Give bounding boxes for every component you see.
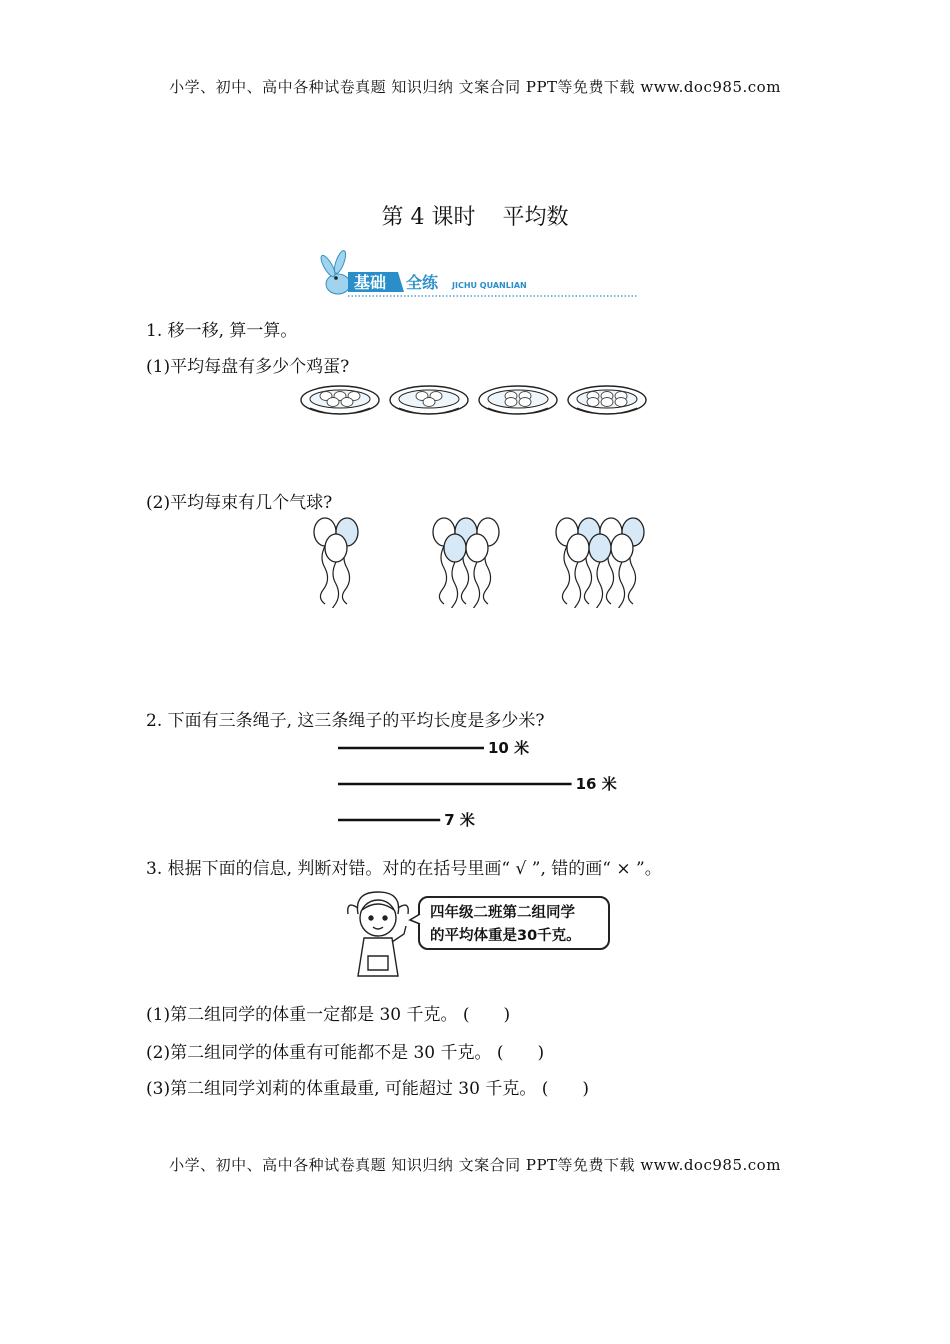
page-footer: 小学、初中、高中各种试卷真题 知识归纳 文案合同 PPT等免费下载 www.doc985.com — [169, 1156, 781, 1174]
balloon — [466, 534, 488, 562]
balloon — [567, 534, 589, 562]
plates-figure — [300, 380, 680, 430]
q3-item-3: (3)第二组同学刘莉的体重最重, 可能超过 30 千克。 ( ) — [146, 1079, 589, 1099]
banner-pinyin: JICHU QUANLIAN — [452, 281, 527, 290]
rope-label: 7 米 — [444, 811, 475, 829]
section-banner — [306, 250, 646, 300]
rabbit-icon — [319, 250, 350, 294]
lesson-topic: 平均数 — [502, 205, 569, 230]
speech-bubble — [418, 896, 610, 950]
egg — [505, 398, 517, 407]
q3-item-1: (1)第二组同学的体重一定都是 30 千克。 ( ) — [146, 1005, 511, 1025]
plate — [390, 386, 468, 414]
page-title — [0, 200, 950, 231]
speech-line-1: 四年级二班第二组同学 — [430, 905, 575, 921]
balloon — [589, 534, 611, 562]
q3-stem: 3. 根据下面的信息, 判断对错。对的在括号里画“ √ ”, 错的画“ × ”。 — [146, 859, 662, 879]
girl-figure — [340, 886, 418, 982]
speech-line-2: 的平均体重是30千克。 — [430, 928, 581, 944]
lesson-number: 第 4 课时 — [381, 205, 476, 230]
egg — [587, 398, 599, 407]
q3-item-2: (2)第二组同学的体重有可能都不是 30 千克。 ( ) — [146, 1043, 545, 1063]
plate — [301, 386, 379, 414]
page-header: 小学、初中、高中各种试卷真题 知识归纳 文案合同 PPT等免费下载 www.doc985.com — [169, 78, 781, 96]
banner-label: 基础 — [354, 273, 387, 292]
balloons-figure — [296, 512, 656, 608]
egg — [423, 398, 435, 407]
girl-icon — [348, 892, 409, 976]
q2-stem: 2. 下面有三条绳子, 这三条绳子的平均长度是多少米? — [146, 711, 545, 731]
ropes-figure — [330, 734, 630, 834]
rope-label: 16 米 — [575, 775, 617, 793]
balloon — [325, 534, 347, 562]
banner-label2: 全练 — [406, 273, 439, 292]
egg — [601, 398, 613, 407]
egg — [615, 398, 627, 407]
plate — [479, 386, 557, 414]
egg — [327, 398, 339, 407]
balloon-bunch — [433, 518, 499, 608]
rope-label: 10 米 — [488, 739, 530, 757]
egg — [519, 398, 531, 407]
q1-stem: 1. 移一移, 算一算。 — [146, 321, 298, 341]
balloon — [611, 534, 633, 562]
q1-sub1: (1)平均每盘有多少个鸡蛋? — [146, 357, 350, 377]
egg — [341, 398, 353, 407]
balloon — [444, 534, 466, 562]
balloon-bunch — [314, 518, 358, 608]
plate — [568, 386, 646, 414]
balloon-bunch — [556, 518, 644, 608]
q1-sub2: (2)平均每束有几个气球? — [146, 493, 333, 513]
